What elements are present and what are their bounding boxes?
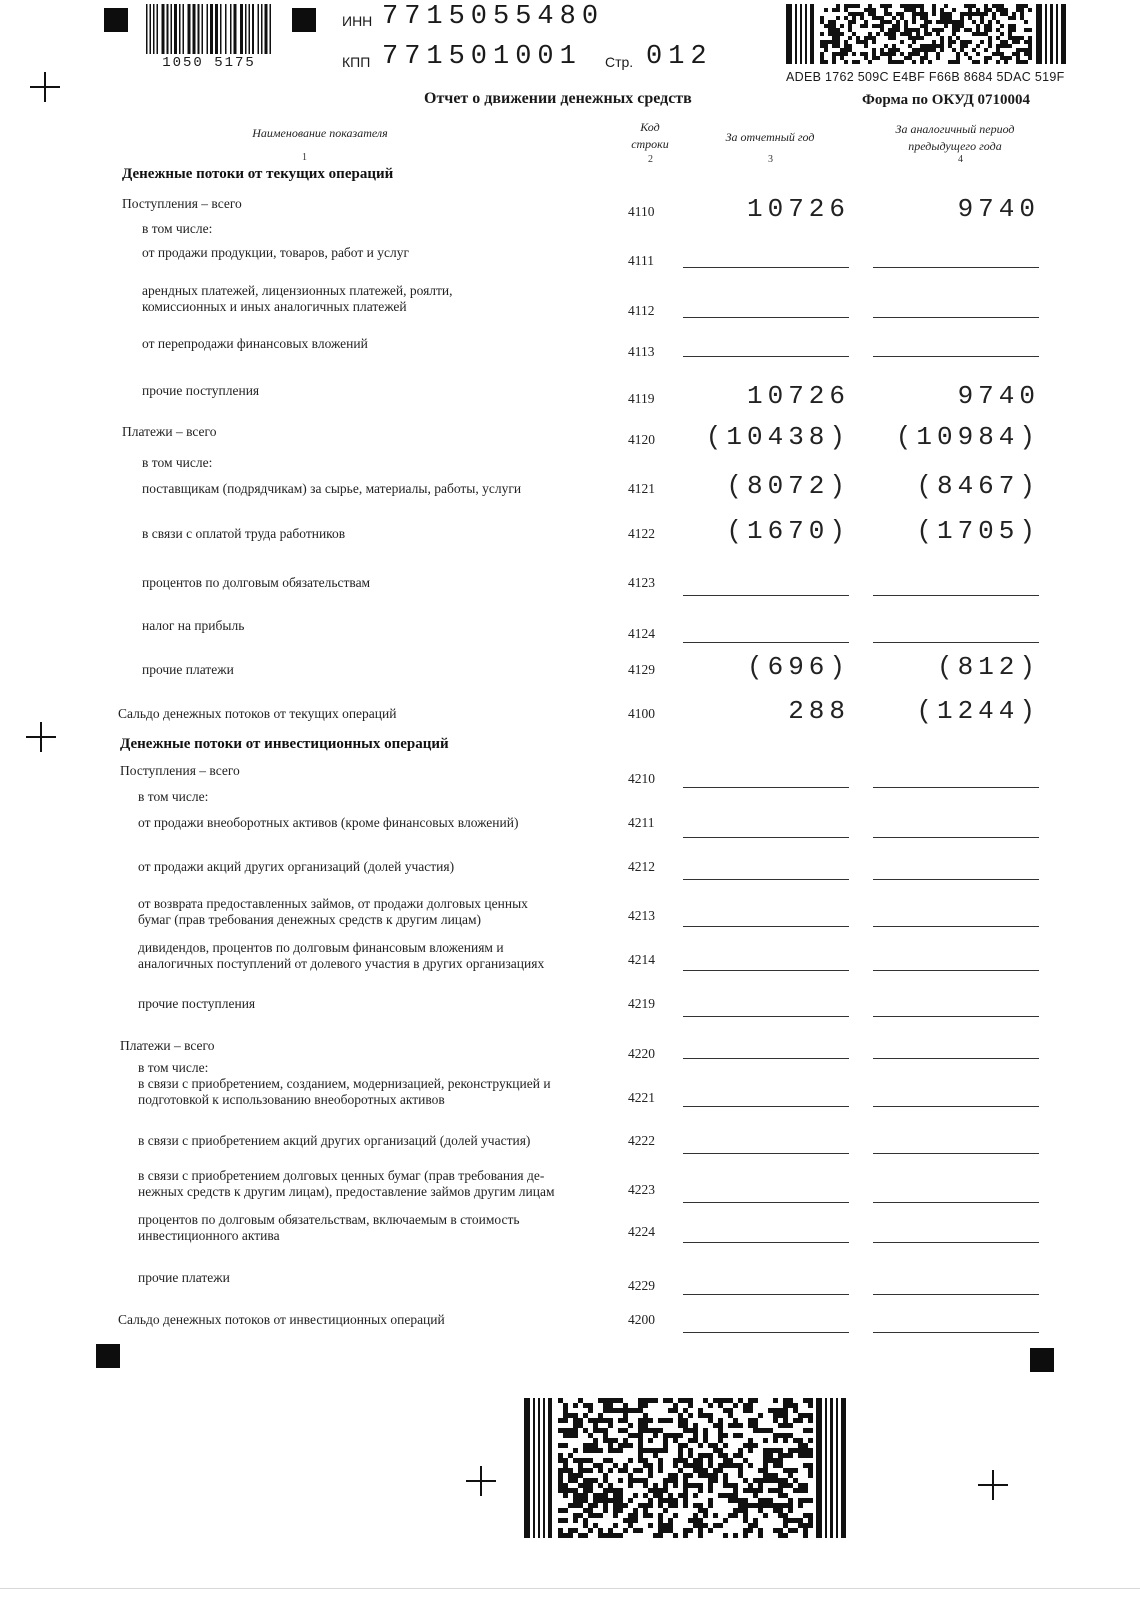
row-label (142, 383, 259, 399)
pdf417-barcode-bottom (524, 1398, 846, 1538)
dash-previous-year (873, 970, 1039, 971)
row-code: 4113 (628, 344, 655, 359)
page-bottom-edge (0, 1588, 1140, 1589)
section-current-operations: Денежные потоки от текущих операций (122, 166, 394, 182)
row-label-line: инвестиционного актива (138, 1228, 280, 1243)
row-code: 4222 (628, 1133, 655, 1148)
dash-previous-year (873, 1242, 1039, 1243)
dash-current-year (683, 642, 849, 643)
row-label (138, 815, 518, 831)
row-label-line: подготовкой к использованию внеоборотных активов (138, 1092, 445, 1107)
row-code: 4219 (628, 996, 655, 1011)
page-value: 012 (646, 42, 713, 72)
dash-current-year (683, 1016, 849, 1017)
row-label (138, 940, 544, 972)
row-label (142, 526, 345, 542)
value-current-year: 288 (788, 696, 850, 726)
row-label-line: прочие поступления (138, 996, 256, 1011)
value-current-year: 10726 (746, 194, 850, 224)
dash-previous-year (873, 1016, 1039, 1017)
row-code: 4229 (628, 1278, 655, 1293)
dash-current-year (683, 926, 849, 927)
row-label-line: налог на прибыль (142, 618, 245, 633)
dash-current-year (683, 1153, 849, 1154)
row-label-line: Платежи – всего (120, 1038, 215, 1053)
row-label (122, 424, 216, 440)
dash-previous-year (873, 1332, 1039, 1333)
row-label-line: от возврата предоставленных займов, от продажи долговых ценных (138, 896, 528, 911)
dash-previous-year (873, 1058, 1039, 1059)
row-label-line: прочие поступления (142, 383, 260, 398)
row-code: 4223 (628, 1182, 655, 1197)
row-label-line: Платежи – всего (122, 424, 217, 439)
col-header-name: Наименование показателя (252, 126, 388, 140)
row-label-line: поставщикам (подрядчикам) за сырье, материалы, работы, услуги (142, 481, 522, 496)
row-label (142, 245, 409, 261)
value-previous-year: (1705) (916, 516, 1040, 546)
registration-marker-bottom-left (96, 1344, 120, 1368)
dash-current-year (683, 317, 849, 318)
kpp-value: 771501001 (382, 42, 582, 72)
page-label: Стр. (605, 54, 634, 70)
dash-previous-year (873, 837, 1039, 838)
row-code: 4119 (628, 391, 655, 406)
row-code: 4213 (628, 908, 655, 923)
row-label (120, 1038, 214, 1054)
dash-current-year (683, 1242, 849, 1243)
value-previous-year: (10984) (895, 422, 1040, 452)
row-label-line: Поступления – всего (122, 196, 242, 211)
dash-previous-year (873, 317, 1039, 318)
row-code: 4221 (628, 1090, 655, 1105)
dash-current-year (683, 356, 849, 357)
dash-previous-year (873, 642, 1039, 643)
row-label-line: Поступления – всего (120, 763, 240, 778)
crosshair-top-left (30, 72, 60, 102)
row-label-line: в том числе: (138, 1060, 209, 1075)
inn-label: ИНН (342, 13, 373, 29)
row-label (142, 618, 244, 634)
form-code: Форма по ОКУД 0710004 (862, 92, 1031, 108)
row-code: 4123 (628, 575, 655, 590)
value-previous-year: (1244) (916, 696, 1040, 726)
col-num-1: 1 (302, 152, 307, 163)
section-investment-operations: Денежные потоки от инвестиционных операций (120, 736, 449, 752)
row-label-line: от перепродажи финансовых вложений (142, 336, 368, 351)
dash-current-year (683, 1332, 849, 1333)
value-previous-year: 9740 (957, 381, 1040, 411)
dash-current-year (683, 1106, 849, 1107)
dash-previous-year (873, 1153, 1039, 1154)
kpp-label: КПП (342, 54, 371, 70)
row-label (142, 221, 212, 237)
value-current-year: 10726 (746, 381, 850, 411)
row-code: 4122 (628, 526, 655, 541)
value-previous-year: (812) (936, 652, 1040, 682)
row-label-line: в связи с приобретением, созданием, модернизацией, реконструкцией и (138, 1076, 551, 1091)
value-previous-year: 9740 (957, 194, 1040, 224)
col-num-4: 4 (958, 154, 963, 165)
col-header-previous-2: предыдущего года (908, 139, 1002, 153)
row-code: 4220 (628, 1046, 655, 1061)
row-label-line: в том числе: (142, 455, 213, 470)
registration-marker-bottom-right (1030, 1348, 1054, 1372)
dash-previous-year (873, 1106, 1039, 1107)
row-code: 4112 (628, 303, 655, 318)
col-num-3: 3 (768, 154, 773, 165)
row-label (138, 1060, 208, 1076)
value-previous-year: (8467) (916, 471, 1040, 501)
inn-value: 7715055480 (382, 2, 605, 32)
col-header-previous-1: За аналогичный период (895, 122, 1015, 136)
dash-current-year (683, 595, 849, 596)
barcode-number: 1050 5175 (162, 55, 256, 71)
row-label (142, 481, 521, 497)
row-label (138, 896, 528, 928)
row-label-line: прочие платежи (142, 662, 234, 677)
dash-previous-year (873, 1294, 1039, 1295)
row-label (138, 859, 454, 875)
row-label-line: в связи с приобретением акций других организаций (долей участия) (138, 1133, 531, 1148)
row-label (142, 662, 234, 678)
row-label (138, 1168, 555, 1200)
report-title: Отчет о движении денежных средств (424, 90, 692, 107)
row-label-line: процентов по долговым обязательствам, включаемым в стоимость (138, 1212, 520, 1227)
row-label (122, 196, 242, 212)
dash-previous-year (873, 1202, 1039, 1203)
dash-current-year (683, 1202, 849, 1203)
row-label (138, 1270, 230, 1286)
hash-code: ADEB 1762 509C E4BF F66B 8684 5DAC 519F (786, 70, 1065, 84)
value-current-year: (1670) (726, 516, 850, 546)
row-label (142, 455, 212, 471)
dash-previous-year (873, 595, 1039, 596)
row-code: 4120 (628, 432, 655, 447)
row-label-line: нежных средств к другим лицам), предоставление займов другим лицам (138, 1184, 555, 1199)
row-label-line: в том числе: (142, 221, 213, 236)
dash-previous-year (873, 926, 1039, 927)
registration-marker-top-left (104, 8, 128, 32)
row-label-line: бумаг (прав требования денежных средств к другим лицам) (138, 912, 482, 927)
row-label-line: от продажи акций других организаций (долей участия) (138, 859, 455, 874)
row-label-line: от продажи внеоборотных активов (кроме финансовых вложений) (138, 815, 519, 830)
row-label-line: дивидендов, процентов по долговым финансовым вложениям и (138, 940, 504, 955)
row-code: 4129 (628, 662, 655, 677)
row-label (118, 706, 396, 722)
value-current-year: (8072) (726, 471, 850, 501)
crosshair-mid-left (26, 722, 56, 752)
row-label (118, 1312, 445, 1328)
row-label-line: процентов по долговым обязательствам (142, 575, 371, 590)
dash-previous-year (873, 879, 1039, 880)
row-code: 4110 (628, 204, 655, 219)
value-current-year: (696) (746, 652, 850, 682)
row-label-line: комиссионных и иных аналогичных платежей (142, 299, 407, 314)
value-current-year: (10438) (705, 422, 850, 452)
row-label (138, 1212, 520, 1244)
row-code: 4111 (628, 253, 654, 268)
dash-previous-year (873, 787, 1039, 788)
dash-previous-year (873, 356, 1039, 357)
row-label (138, 1076, 551, 1108)
pdf417-barcode-top (786, 4, 1066, 64)
col-header-current: За отчетный год (725, 130, 815, 144)
crosshair-bottom-left (466, 1466, 496, 1496)
row-label-line: прочие платежи (138, 1270, 230, 1285)
dash-current-year (683, 1058, 849, 1059)
row-label (142, 336, 368, 352)
row-label (120, 763, 240, 779)
row-label-line: арендных платежей, лицензионных платежей, роялти, (142, 283, 453, 298)
col-num-2: 2 (648, 154, 653, 165)
dash-current-year (683, 837, 849, 838)
row-label-line: Сальдо денежных потоков от инвестиционных операций (118, 1312, 445, 1327)
row-code: 4210 (628, 771, 655, 786)
row-label (138, 1133, 530, 1149)
row-label-line: от продажи продукции, товаров, работ и услуг (142, 245, 410, 260)
col-header-code-1: Код (640, 120, 660, 134)
row-code: 4121 (628, 481, 655, 496)
row-code: 4211 (628, 815, 655, 830)
dash-current-year (683, 879, 849, 880)
row-label-line: Сальдо денежных потоков от текущих операций (118, 706, 397, 721)
row-label (138, 996, 255, 1012)
dash-current-year (683, 267, 849, 268)
row-code: 4100 (628, 706, 655, 721)
row-label (138, 789, 208, 805)
crosshair-bottom-right (978, 1470, 1008, 1500)
row-code: 4214 (628, 952, 655, 967)
row-code: 4124 (628, 626, 655, 641)
dash-current-year (683, 1294, 849, 1295)
col-header-code-2: строки (631, 137, 669, 151)
row-label (142, 283, 453, 315)
dash-previous-year (873, 267, 1039, 268)
dash-current-year (683, 787, 849, 788)
row-label-line: в связи с приобретением долговых ценных бумаг (прав требования де- (138, 1168, 545, 1183)
registration-marker-top-mid (292, 8, 316, 32)
row-code: 4200 (628, 1312, 655, 1327)
linear-barcode (144, 4, 274, 60)
row-code: 4224 (628, 1224, 655, 1239)
row-label-line: аналогичных поступлений от долевого участия в других организациях (138, 956, 545, 971)
row-label-line: в том числе: (138, 789, 209, 804)
row-label-line: в связи с оплатой труда работников (142, 526, 346, 541)
row-label (142, 575, 370, 591)
dash-current-year (683, 970, 849, 971)
row-code: 4212 (628, 859, 655, 874)
